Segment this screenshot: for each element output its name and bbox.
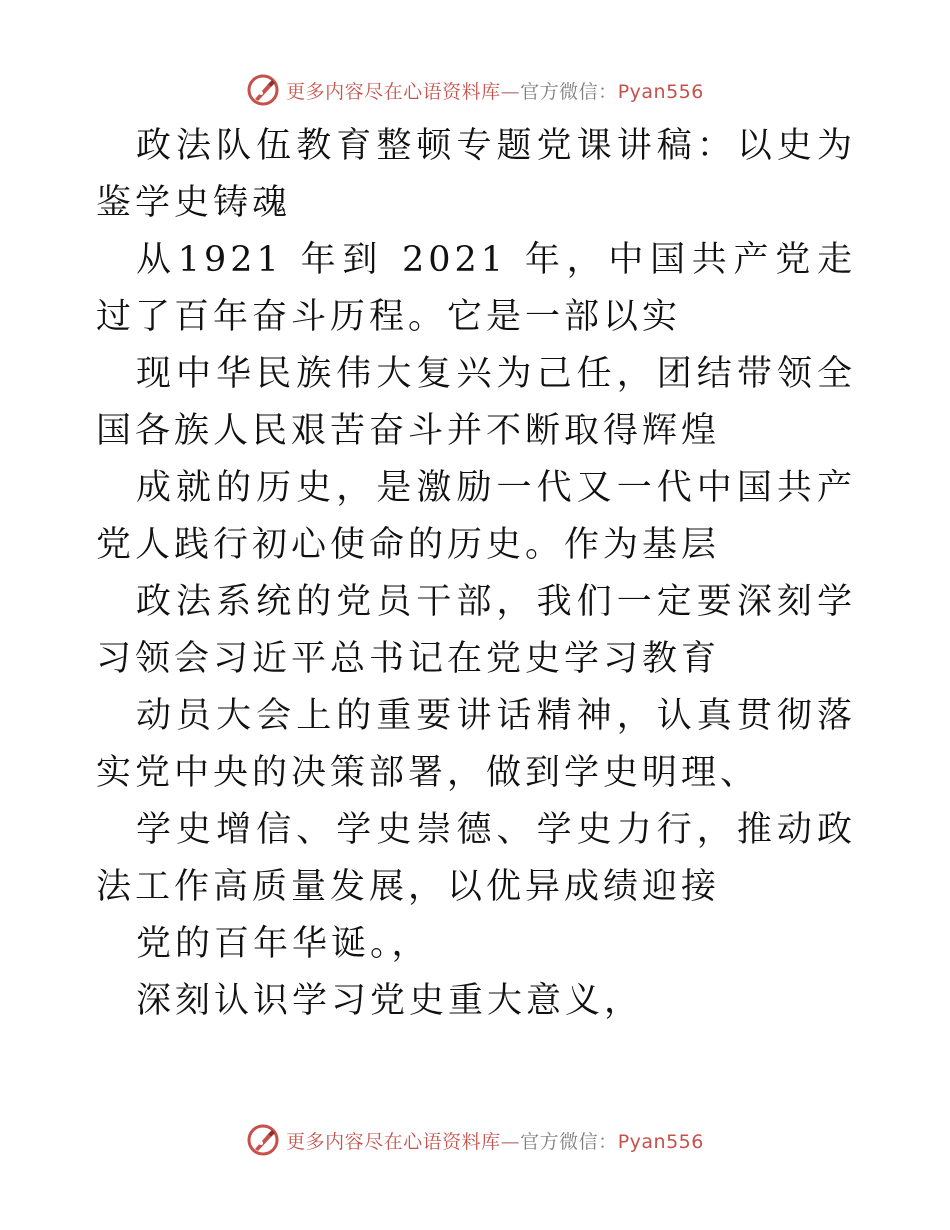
watermark-brand: 更多内容尽在心语资料库 xyxy=(286,1130,501,1153)
watermark-group xyxy=(246,73,704,107)
paragraph: 政法系统的党员干部，我们一定要深刻学习领会习近平总书记在党史学习教育 xyxy=(96,582,856,679)
watermark-text xyxy=(286,1127,704,1154)
watermark-group xyxy=(246,1123,704,1157)
watermark-wechat-id: Pyan556 xyxy=(617,80,704,103)
document-title: 政法队伍教育整顿专题党课讲稿：以史为鉴学史铸魂 xyxy=(96,126,856,223)
paragraph: 党的百年华诞。， xyxy=(136,924,431,964)
watermark-brand: 更多内容尽在心语资料库 xyxy=(286,80,501,103)
watermark-label: 官方微信： xyxy=(520,80,618,103)
paragraph: 动员大会上的重要讲话精神，认真贯彻落实党中央的决策部署，做到学史明理、 xyxy=(96,696,856,793)
watermark-separator: — xyxy=(500,1130,521,1153)
watermark-separator: — xyxy=(500,80,521,103)
watermark-label: 官方微信： xyxy=(520,1130,618,1153)
pen-logo-icon xyxy=(246,1123,280,1157)
paragraph: 现中华民族伟大复兴为己任，团结带领全国各族人民艰苦奋斗并不断取得辉煌 xyxy=(96,354,856,451)
section-heading: 深刻认识学习党史重大意义， xyxy=(136,981,644,1021)
pen-logo-icon xyxy=(246,73,280,107)
paragraph: 学史增信、学史崇德、学史力行，推动政法工作高质量发展，以优异成绩迎接 xyxy=(96,810,856,907)
watermark-text xyxy=(286,77,704,104)
document-body xyxy=(96,118,856,1030)
paragraph: 成就的历史，是激励一代又一代中国共产党人践行初心使命的历史。作为基层 xyxy=(96,468,856,565)
paragraph: 从1921 年到 2021 年，中国共产党走过了百年奋斗历程。它是一部以实 xyxy=(96,240,856,337)
footer-watermark xyxy=(0,1120,950,1160)
watermark-wechat-id: Pyan556 xyxy=(617,1130,704,1153)
header-watermark xyxy=(0,70,950,110)
